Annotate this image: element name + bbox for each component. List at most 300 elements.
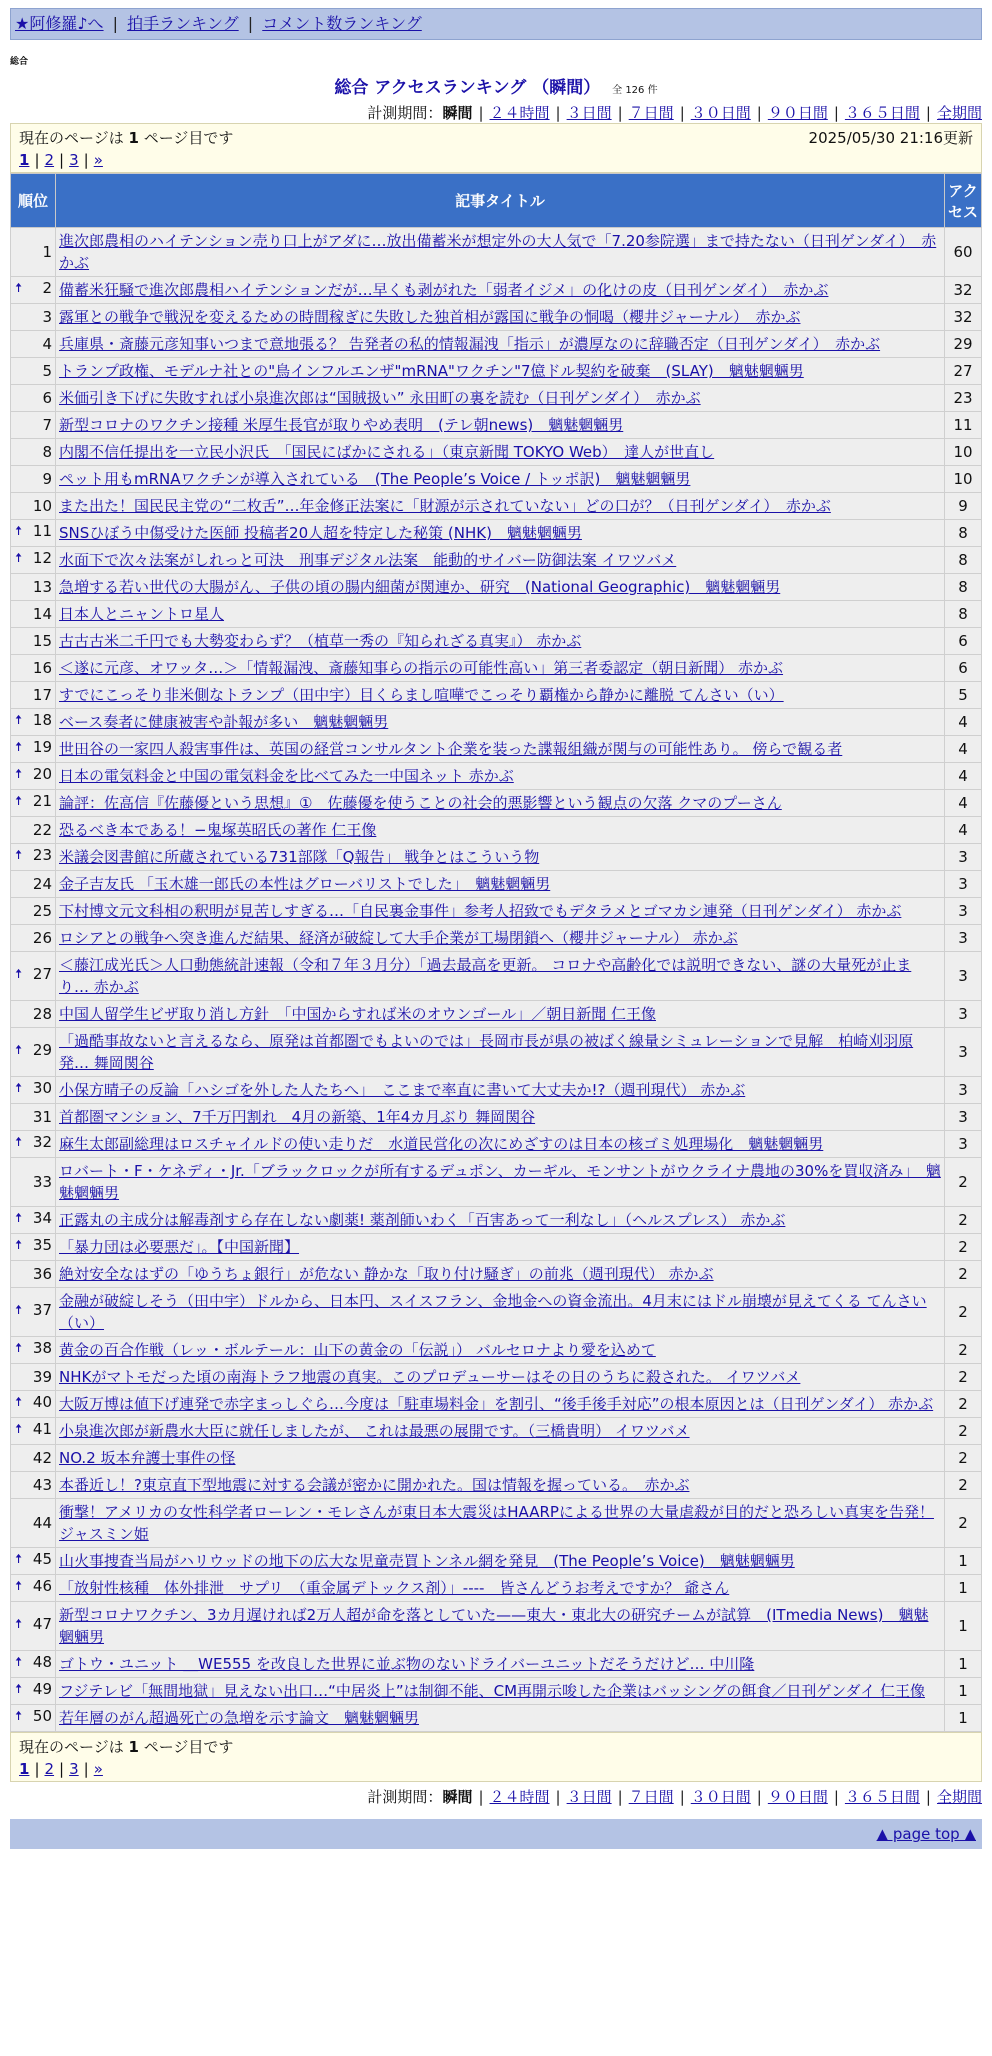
title-cell xyxy=(56,439,945,466)
separator: | xyxy=(833,104,839,122)
table-row xyxy=(11,547,982,574)
rank-number: 30 xyxy=(32,1079,52,1097)
rank-up-arrow-icon: 🠅 xyxy=(15,848,23,863)
title-cell xyxy=(56,574,945,601)
article-title-link[interactable]: 正露丸の主成分は解毒剤すら存在しない劇薬! 薬剤師いわく「百害あって一利なし」（ヘルスプレス） 赤かぶ xyxy=(59,1211,786,1229)
top-navigation-bar: ★阿修羅♪へ | 拍手ランキング | コメント数ランキング xyxy=(10,8,982,40)
article-title-link[interactable]: 進次郎農相のハイテンション売り口上がアダに…放出備蓄米が想定外の大人気で「7.20参院選」まで持たない（日刊ゲンダイ） 赤かぶ xyxy=(59,232,937,272)
rank-up-arrow-icon: 🠅 xyxy=(15,1043,23,1058)
separator: | xyxy=(83,151,89,169)
rank-number: 29 xyxy=(32,1041,52,1059)
rank-cell xyxy=(11,1445,56,1472)
table-row xyxy=(11,601,982,628)
rank-cell xyxy=(11,925,56,952)
current-page-number: 1 xyxy=(128,129,139,147)
period-option-link[interactable]: ９０日間 xyxy=(767,1788,828,1806)
title-cell xyxy=(56,1131,945,1158)
title-cell xyxy=(56,1548,945,1575)
title-cell xyxy=(56,277,945,304)
period-option-link[interactable]: ２４時間 xyxy=(489,1788,550,1806)
access-count: 60 xyxy=(945,228,982,277)
access-count: 8 xyxy=(945,574,982,601)
article-title-link[interactable]: NHKがマトモだった頃の南海トラフ地震の真実。このプロデューサーはその日のうちに殺された。 イワツバメ xyxy=(59,1368,801,1386)
access-count: 2 xyxy=(945,1499,982,1548)
table-row xyxy=(11,385,982,412)
article-title-link[interactable]: 恐るべき本である！−鬼塚英昭氏の著作 仁王像 xyxy=(59,821,377,839)
rank-number: 27 xyxy=(32,965,52,983)
access-count: 2 xyxy=(945,1364,982,1391)
article-title-link[interactable]: ＜遂に元彦、オワッタ…＞「情報漏洩、斎藤知事らの指示の可能性高い」第三者委認定（朝日新聞） 赤かぶ xyxy=(59,659,784,677)
title-cell xyxy=(56,1499,945,1548)
rank-number: 47 xyxy=(32,1615,52,1633)
article-title-link[interactable]: SNSひぼう中傷受けた医師 投稿者20人超を特定した秘策 (NHK) 魑魅魍魎男 xyxy=(59,524,582,542)
article-title-link[interactable]: 世田谷の一家四人殺害事件は、英国の経営コンサルタント企業を装った諜報組織が関与の可能性あり。 傍らで観る者 xyxy=(59,740,843,758)
rank-cell xyxy=(11,1418,56,1445)
current-page-before: 現在のページは xyxy=(19,1738,129,1756)
article-title-link[interactable]: 下村博文元文科相の釈明が見苦しすぎる…「自民裏金事件」参考人招致でもデタラメとゴマカシ連発（日刊ゲンダイ） 赤かぶ xyxy=(59,902,902,920)
article-title-link[interactable]: 日本人とニャントロ星人 xyxy=(59,605,225,623)
article-title-link[interactable]: 「暴力団は必要悪だ」。【中国新聞】 xyxy=(59,1238,300,1256)
period-option-link[interactable]: ７日間 xyxy=(628,1788,674,1806)
article-title-link[interactable]: 新型コロナのワクチン接種 米厚生長官が取りやめ表明 (テレ朝news) 魑魅魍魎男 xyxy=(59,416,624,434)
title-cell xyxy=(56,385,945,412)
title-cell xyxy=(56,601,945,628)
article-title-link[interactable]: また出た！国民民主党の“二枚舌”…年金修正法案に「財源が示されていない」どの口が？（日刊ゲンダイ） 赤かぶ xyxy=(59,497,831,515)
access-count: 3 xyxy=(945,952,982,1001)
next-page-link[interactable]: » xyxy=(93,151,103,169)
page-top-link[interactable]: ▲ page top ▲ xyxy=(876,1825,976,1843)
article-title-link[interactable]: ベース奏者に健康被害や訃報が多い 魑魅魍魎男 xyxy=(59,713,389,731)
table-row xyxy=(11,1001,982,1028)
access-count: 10 xyxy=(945,466,982,493)
article-title-link[interactable]: トランプ政権、モデルナ社との"鳥インフルエンザ"mRNA"ワクチン"7億ドル契約を破棄 (SLAY) 魑魅魍魎男 xyxy=(59,362,804,380)
rank-number: 38 xyxy=(32,1339,52,1357)
period-option-link[interactable]: ２４時間 xyxy=(489,104,550,122)
separator: | xyxy=(925,104,931,122)
rank-number: 24 xyxy=(32,875,52,893)
title-cell xyxy=(56,493,945,520)
period-current: 瞬間 xyxy=(442,1788,473,1806)
table-row xyxy=(11,655,982,682)
article-title-link[interactable]: ＜藤江成光氏＞人口動態統計速報（令和７年３月分）「過去最高を更新。 コロナや高齢化では説明できない、謎の大量死が止まり… 赤かぶ xyxy=(59,956,912,996)
rank-number: 22 xyxy=(32,821,52,839)
article-title-link[interactable]: 「過酷事故ないと言えるなら、原発は首都圏でもよいのでは」長岡市長が県の被ばく線量シミュレーションで見解 柏崎刈羽原発… 舞岡関谷 xyxy=(59,1032,914,1072)
rank-up-arrow-icon: 🠅 xyxy=(15,967,23,982)
article-title-link[interactable]: すでにこっそり非米側なトランプ（田中宇）目くらまし喧嘩でこっそり覇権から静かに離脱 てんさい（い） xyxy=(59,686,784,704)
rank-cell xyxy=(11,1705,56,1732)
rank-cell xyxy=(11,1575,56,1602)
rank-cell xyxy=(11,655,56,682)
rank-cell xyxy=(11,1077,56,1104)
rank-cell xyxy=(11,358,56,385)
access-count: 2 xyxy=(945,1445,982,1472)
article-title-link[interactable]: 若年層のがん超過死亡の急増を示す論文 魑魅魍魎男 xyxy=(59,1709,420,1727)
table-row xyxy=(11,844,982,871)
page-links xyxy=(19,151,973,169)
ranking-table xyxy=(10,173,982,1732)
period-selector-bottom xyxy=(10,1786,982,1807)
period-current: 瞬間 xyxy=(442,104,473,122)
article-title-link[interactable]: 大阪万博は値下げ連発で赤字まっしぐら…今度は「駐車場料金」を割引、“後手後手対応”の根本原因とは（日刊ゲンダイ） 赤かぶ xyxy=(59,1395,934,1413)
rank-up-arrow-icon: 🠅 xyxy=(15,1341,23,1356)
article-title-link[interactable]: ペット用もmRNAワクチンが導入されている (The People’s Voice / トッポ訳) 魑魅魍魎男 xyxy=(59,470,691,488)
title-cell xyxy=(56,1158,945,1207)
access-count: 3 xyxy=(945,1104,982,1131)
separator: | xyxy=(59,1760,65,1778)
rank-number: 10 xyxy=(32,497,52,515)
separator: | xyxy=(59,151,65,169)
title-cell xyxy=(56,1077,945,1104)
rank-number: 34 xyxy=(32,1209,52,1227)
title-cell xyxy=(56,871,945,898)
rank-number: 43 xyxy=(32,1476,52,1494)
table-row xyxy=(11,1364,982,1391)
rank-number: 35 xyxy=(32,1236,52,1254)
page-link[interactable]: 1 xyxy=(19,151,30,169)
article-title-link[interactable]: 山火事捜査当局がハリウッドの地下の広大な児童売買トンネル網を発見 (The People’s Voice) 魑魅魍魎男 xyxy=(59,1552,795,1570)
header-access: アクセス xyxy=(945,174,982,228)
article-title-link[interactable]: 中国人留学生ビザ取り消し方針 「中国からすれば米のオウンゴール」／朝日新聞 仁王像 xyxy=(59,1005,656,1023)
article-title-link[interactable]: 古古古米二千円でも大勢変わらず？（植草一秀の『知られざる真実』） 赤かぶ xyxy=(59,632,582,650)
rank-cell xyxy=(11,412,56,439)
article-title-link[interactable]: 本番近し！?東京直下型地震に対する会議が密かに開かれた。国は情報を握っている。 赤かぶ xyxy=(59,1476,690,1494)
pager-info-row xyxy=(19,1736,973,1757)
table-row xyxy=(11,1131,982,1158)
rank-up-arrow-icon: 🠅 xyxy=(15,794,23,809)
article-title-link[interactable]: 兵庫県・斎藤元彦知事いつまで意地張る？ 告発者の私的情報漏洩「指示」が濃厚なのに辞職否定（日刊ゲンダイ） 赤かぶ xyxy=(59,335,881,353)
title-cell xyxy=(56,1207,945,1234)
separator: | xyxy=(679,1788,685,1806)
access-count: 1 xyxy=(945,1548,982,1575)
title-cell xyxy=(56,1288,945,1337)
access-count: 4 xyxy=(945,736,982,763)
rank-number: 32 xyxy=(32,1133,52,1151)
table-row xyxy=(11,898,982,925)
article-title-link[interactable]: 急増する若い世代の大腸がん、子供の頃の腸内細菌が関連か、研究 (National Geographic) 魑魅魍魎男 xyxy=(59,578,781,596)
access-count: 29 xyxy=(945,331,982,358)
rank-up-arrow-icon: 🠅 xyxy=(15,713,23,728)
article-title-link[interactable]: 麻生太郎副総理はロスチャイルドの使い走りだ 水道民営化の次にめざすのは日本の核ゴミ処理場化 魑魅魍魎男 xyxy=(59,1135,824,1153)
rank-cell xyxy=(11,466,56,493)
article-title-link[interactable]: 金子吉友氏 「玉木雄一郎氏の本性はグローバリストでした」 魑魅魍魎男 xyxy=(59,875,551,893)
rank-number: 8 xyxy=(42,443,52,461)
access-count: 1 xyxy=(945,1602,982,1651)
comment-ranking-link[interactable]: コメント数ランキング xyxy=(262,14,422,33)
table-row xyxy=(11,1445,982,1472)
table-row xyxy=(11,1472,982,1499)
rank-cell xyxy=(11,574,56,601)
rank-number: 14 xyxy=(32,605,52,623)
table-row xyxy=(11,466,982,493)
article-title-link[interactable]: 日本の電気料金と中国の電気料金を比べてみた一中国ネット 赤かぶ xyxy=(59,767,514,785)
rank-number: 12 xyxy=(32,549,52,567)
title-cell xyxy=(56,304,945,331)
rank-number: 18 xyxy=(32,711,52,729)
rank-number: 25 xyxy=(32,902,52,920)
rank-number: 20 xyxy=(32,765,52,783)
rank-number: 48 xyxy=(32,1653,52,1671)
rank-cell xyxy=(11,1158,56,1207)
table-row xyxy=(11,1077,982,1104)
table-row xyxy=(11,1207,982,1234)
separator: | xyxy=(756,1788,762,1806)
rank-cell xyxy=(11,1028,56,1077)
page-link[interactable]: 2 xyxy=(44,151,55,169)
rank-number: 21 xyxy=(32,792,52,810)
rank-up-arrow-icon: 🠅 xyxy=(15,1395,23,1410)
article-title-link[interactable]: ゴトウ・ユニット ＿WE555 を改良した世界に並ぶ物のないドライバーユニットだそうだけど… 中川隆 xyxy=(59,1655,755,1673)
access-count: 3 xyxy=(945,1077,982,1104)
access-count: 4 xyxy=(945,817,982,844)
period-label: 計測期間： xyxy=(367,1788,443,1806)
current-page-number: 1 xyxy=(128,1738,139,1756)
title-cell xyxy=(56,1705,945,1732)
current-page-text xyxy=(19,1736,233,1757)
article-title-link[interactable]: 絶対安全なはずの「ゆうちょ銀行」が危ない 静かな「取り付け騒ぎ」の前兆（週刊現代） 赤かぶ xyxy=(59,1265,714,1283)
access-count: 5 xyxy=(945,682,982,709)
rank-number: 6 xyxy=(42,389,52,407)
next-page-link[interactable]: » xyxy=(93,1760,103,1778)
rank-up-arrow-icon: 🠅 xyxy=(15,551,23,566)
article-title-link[interactable]: 米議会図書館に所蔵されている731部隊「Q報告」 戦争とはこういう物 xyxy=(59,848,540,866)
rank-number: 1 xyxy=(42,243,52,261)
title-cell xyxy=(56,1602,945,1651)
article-title-link[interactable]: 内閣不信任提出を一立民小沢氏 「国民にばかにされる」（東京新聞 TOKYO Web） 達人が世直し xyxy=(59,443,715,461)
table-row xyxy=(11,709,982,736)
separator: | xyxy=(555,104,561,122)
clap-ranking-link[interactable]: 拍手ランキング xyxy=(127,14,239,33)
rank-up-arrow-icon: 🠅 xyxy=(15,1682,23,1697)
rank-cell xyxy=(11,520,56,547)
rank-cell xyxy=(11,601,56,628)
separator: | xyxy=(617,104,623,122)
rank-number: 2 xyxy=(42,279,52,297)
rank-cell xyxy=(11,547,56,574)
access-count: 3 xyxy=(945,871,982,898)
title-cell xyxy=(56,358,945,385)
access-count: 8 xyxy=(945,520,982,547)
rank-cell xyxy=(11,1131,56,1158)
section-label: 総合 xyxy=(10,57,29,67)
article-title-link[interactable]: ロシアとの戦争へ突き進んだ結果、経済が破綻して大手企業が工場閉鎖へ（櫻井ジャーナル） 赤かぶ xyxy=(59,929,738,947)
rank-up-arrow-icon: 🠅 xyxy=(15,1617,23,1632)
rank-number: 50 xyxy=(32,1707,52,1725)
title-cell xyxy=(56,1391,945,1418)
separator: | xyxy=(34,1760,40,1778)
rank-up-arrow-icon: 🠅 xyxy=(15,1211,23,1226)
title-cell xyxy=(56,763,945,790)
table-row xyxy=(11,439,982,466)
article-title-link[interactable]: 黄金の百合作戦（レッ・ボルテール：山下の黄金の「伝説」） バルセロナより愛を込めて xyxy=(59,1341,656,1359)
rank-up-arrow-icon: 🠅 xyxy=(15,1552,23,1567)
title-cell xyxy=(56,1678,945,1705)
title-cell xyxy=(56,925,945,952)
page-link[interactable]: 1 xyxy=(19,1760,30,1778)
article-title-link[interactable]: 衝撃！アメリカの女性科学者ローレン・モレさんが東日本大震災はHAARPによる世界の大量虐殺が目的だと恐ろしい真実を告発！ ジャスミン姫 xyxy=(59,1503,934,1543)
rank-cell xyxy=(11,709,56,736)
article-title-link[interactable]: ロバート・F・ケネディ・Jr.「ブラックロックが所有するデュポン、カーギル、モンサントがウクライナ農地の30%を買収済み」 魑魅魍魎男 xyxy=(59,1162,941,1202)
rank-cell xyxy=(11,844,56,871)
rank-number: 45 xyxy=(32,1550,52,1568)
period-option-link[interactable]: ３６５日間 xyxy=(844,1788,920,1806)
article-title-link[interactable]: 露軍との戦争で戦況を変えるための時間稼ぎに失敗した独首相が露国に戦争の恫喝（櫻井ジャーナル） 赤かぶ xyxy=(59,308,801,326)
rank-cell xyxy=(11,1651,56,1678)
access-count: 11 xyxy=(945,412,982,439)
title-cell xyxy=(56,1651,945,1678)
page-link[interactable]: 2 xyxy=(44,1760,55,1778)
article-title-link[interactable]: 小泉進次郎が新農水大臣に就任しましたが、 これは最悪の展開です。（三橋貴明） イワツバメ xyxy=(59,1422,690,1440)
rank-number: 13 xyxy=(32,578,52,596)
article-title-link[interactable]: 水面下で次々法案がしれっと可決 刑事デジタル法案 能動的サイバー防御法案 イワツバメ xyxy=(59,551,677,569)
article-title-link[interactable]: フジテレビ「無間地獄」見えない出口…“中居炎上”は制御不能、CM再開示唆した企業はバッシングの餌食／日刊ゲンダイ 仁王像 xyxy=(59,1682,925,1700)
access-count: 3 xyxy=(945,1028,982,1077)
title-cell xyxy=(56,466,945,493)
title-cell xyxy=(56,655,945,682)
rank-cell xyxy=(11,1104,56,1131)
rank-up-arrow-icon: 🠅 xyxy=(15,767,23,782)
article-title-link[interactable]: 小保方晴子の反論「ハシゴを外した人たちへ」 ここまで率直に書いて大丈夫か!?（週刊現代） 赤かぶ xyxy=(59,1081,746,1099)
access-count: 6 xyxy=(945,655,982,682)
title-cell xyxy=(56,898,945,925)
period-label: 計測期間： xyxy=(367,104,443,122)
table-row xyxy=(11,817,982,844)
access-count: 2 xyxy=(945,1472,982,1499)
period-option-link[interactable]: ３６５日間 xyxy=(844,104,920,122)
rank-up-arrow-icon: 🠅 xyxy=(15,1422,23,1437)
rank-cell xyxy=(11,385,56,412)
article-title-link[interactable]: 金融が破綻しそう（田中宇）ドルから、日本円、スイスフラン、金地金への資金流出。4月末にはドル崩壊が見えてくる てんさい（い） xyxy=(59,1292,927,1332)
access-count: 3 xyxy=(945,925,982,952)
rank-cell xyxy=(11,1261,56,1288)
rank-cell xyxy=(11,1001,56,1028)
rank-cell xyxy=(11,1499,56,1548)
rank-number: 5 xyxy=(42,362,52,380)
rank-cell xyxy=(11,1234,56,1261)
rank-cell xyxy=(11,898,56,925)
table-row xyxy=(11,763,982,790)
separator: | xyxy=(478,104,484,122)
current-page-after: ページ目です xyxy=(138,129,234,147)
rank-cell xyxy=(11,439,56,466)
rank-number: 15 xyxy=(32,632,52,650)
table-row xyxy=(11,331,982,358)
rank-number: 40 xyxy=(32,1393,52,1411)
rank-number: 9 xyxy=(42,470,52,488)
rank-cell xyxy=(11,1364,56,1391)
table-row xyxy=(11,790,982,817)
table-row xyxy=(11,493,982,520)
period-option-link[interactable]: ９０日間 xyxy=(767,104,828,122)
page-link[interactable]: 3 xyxy=(69,151,79,169)
period-option-link[interactable]: ３０日間 xyxy=(690,1788,751,1806)
period-option-link[interactable]: 全期間 xyxy=(936,104,982,122)
access-count: 4 xyxy=(945,709,982,736)
rank-number: 3 xyxy=(42,308,52,326)
pager-top xyxy=(10,123,982,173)
rank-cell xyxy=(11,871,56,898)
home-link[interactable]: ★阿修羅♪へ xyxy=(15,14,104,33)
current-page-text xyxy=(19,127,233,148)
access-count: 2 xyxy=(945,1391,982,1418)
rank-number: 16 xyxy=(32,659,52,677)
ranking-title-line xyxy=(10,73,982,98)
period-option-link[interactable]: ７日間 xyxy=(628,104,674,122)
table-row xyxy=(11,412,982,439)
rank-cell xyxy=(11,1391,56,1418)
table-row xyxy=(11,304,982,331)
rank-up-arrow-icon: 🠅 xyxy=(15,1081,23,1096)
rank-number: 46 xyxy=(32,1577,52,1595)
title-cell xyxy=(56,228,945,277)
access-count: 8 xyxy=(945,547,982,574)
rank-number: 44 xyxy=(32,1514,52,1532)
access-count: 2 xyxy=(945,1288,982,1337)
access-count: 10 xyxy=(945,439,982,466)
rank-number: 19 xyxy=(32,738,52,756)
table-row xyxy=(11,1158,982,1207)
table-row xyxy=(11,1575,982,1602)
access-count: 2 xyxy=(945,1158,982,1207)
access-count: 32 xyxy=(945,304,982,331)
pager-info-row xyxy=(19,127,973,148)
article-title-link[interactable]: NO.2 坂本弁護士事件の怪 xyxy=(59,1449,236,1467)
rank-number: 28 xyxy=(32,1005,52,1023)
page-link[interactable]: 3 xyxy=(69,1760,79,1778)
table-row xyxy=(11,952,982,1001)
separator: | xyxy=(34,151,40,169)
separator: | xyxy=(679,104,685,122)
rank-cell xyxy=(11,1337,56,1364)
table-row xyxy=(11,1337,982,1364)
title-cell xyxy=(56,547,945,574)
separator: | xyxy=(83,1760,89,1778)
access-count: 27 xyxy=(945,358,982,385)
rank-up-arrow-icon: 🠅 xyxy=(15,740,23,755)
table-row xyxy=(11,1548,982,1575)
access-count: 2 xyxy=(945,1234,982,1261)
table-row xyxy=(11,1391,982,1418)
article-title-link[interactable]: 米価引き下げに失敗すれば小泉進次郎は“国賊扱い” 永田町の裏を読む（日刊ゲンダイ） 赤かぶ xyxy=(59,389,701,407)
article-title-link[interactable]: 「放射性核種 体外排泄 サプリ （重金属デトックス剤）」---- 皆さんどうお考えですか？ 爺さん xyxy=(59,1579,730,1597)
access-count: 4 xyxy=(945,790,982,817)
article-title-link[interactable]: 論評：佐高信『佐藤優という思想』① 佐藤優を使うことの社会的悪影響という観点の欠落 クマのプーさん xyxy=(59,794,782,812)
table-row xyxy=(11,228,982,277)
period-option-link[interactable]: ３０日間 xyxy=(690,104,751,122)
rank-cell xyxy=(11,1678,56,1705)
rank-number: 17 xyxy=(32,686,52,704)
period-option-link[interactable]: ３日間 xyxy=(566,104,612,122)
rank-number: 42 xyxy=(32,1449,52,1467)
rank-cell xyxy=(11,1472,56,1499)
period-option-link[interactable]: ３日間 xyxy=(566,1788,612,1806)
updated-timestamp: 2025/05/30 21:16更新 xyxy=(808,129,973,147)
article-title-link[interactable]: 首都圏マンション、7千万円割れ 4月の新築、1年4カ月ぶり 舞岡関谷 xyxy=(59,1108,536,1126)
rank-cell xyxy=(11,493,56,520)
table-row xyxy=(11,1234,982,1261)
access-count: 1 xyxy=(945,1575,982,1602)
total-count: 全 126 件 xyxy=(612,85,658,96)
rank-cell xyxy=(11,277,56,304)
period-option-link[interactable]: 全期間 xyxy=(936,1788,982,1806)
article-title-link[interactable]: 新型コロナワクチン、3カ月遅ければ2万人超が命を落としていた——東大・東北大の研究チームが試算 (ITmedia News) 魑魅魍魎男 xyxy=(59,1606,929,1646)
title-cell xyxy=(56,952,945,1001)
separator: | xyxy=(617,1788,623,1806)
article-title-link[interactable]: 備蓄米狂騒で進次郎農相ハイテンションだが…早くも剥がれた「弱者イジメ」の化けの皮（日刊ゲンダイ） 赤かぶ xyxy=(59,281,829,299)
rank-number: 7 xyxy=(42,416,52,434)
header-rank: 順位 xyxy=(11,174,56,228)
separator: | xyxy=(478,1788,484,1806)
access-count: 2 xyxy=(945,1207,982,1234)
